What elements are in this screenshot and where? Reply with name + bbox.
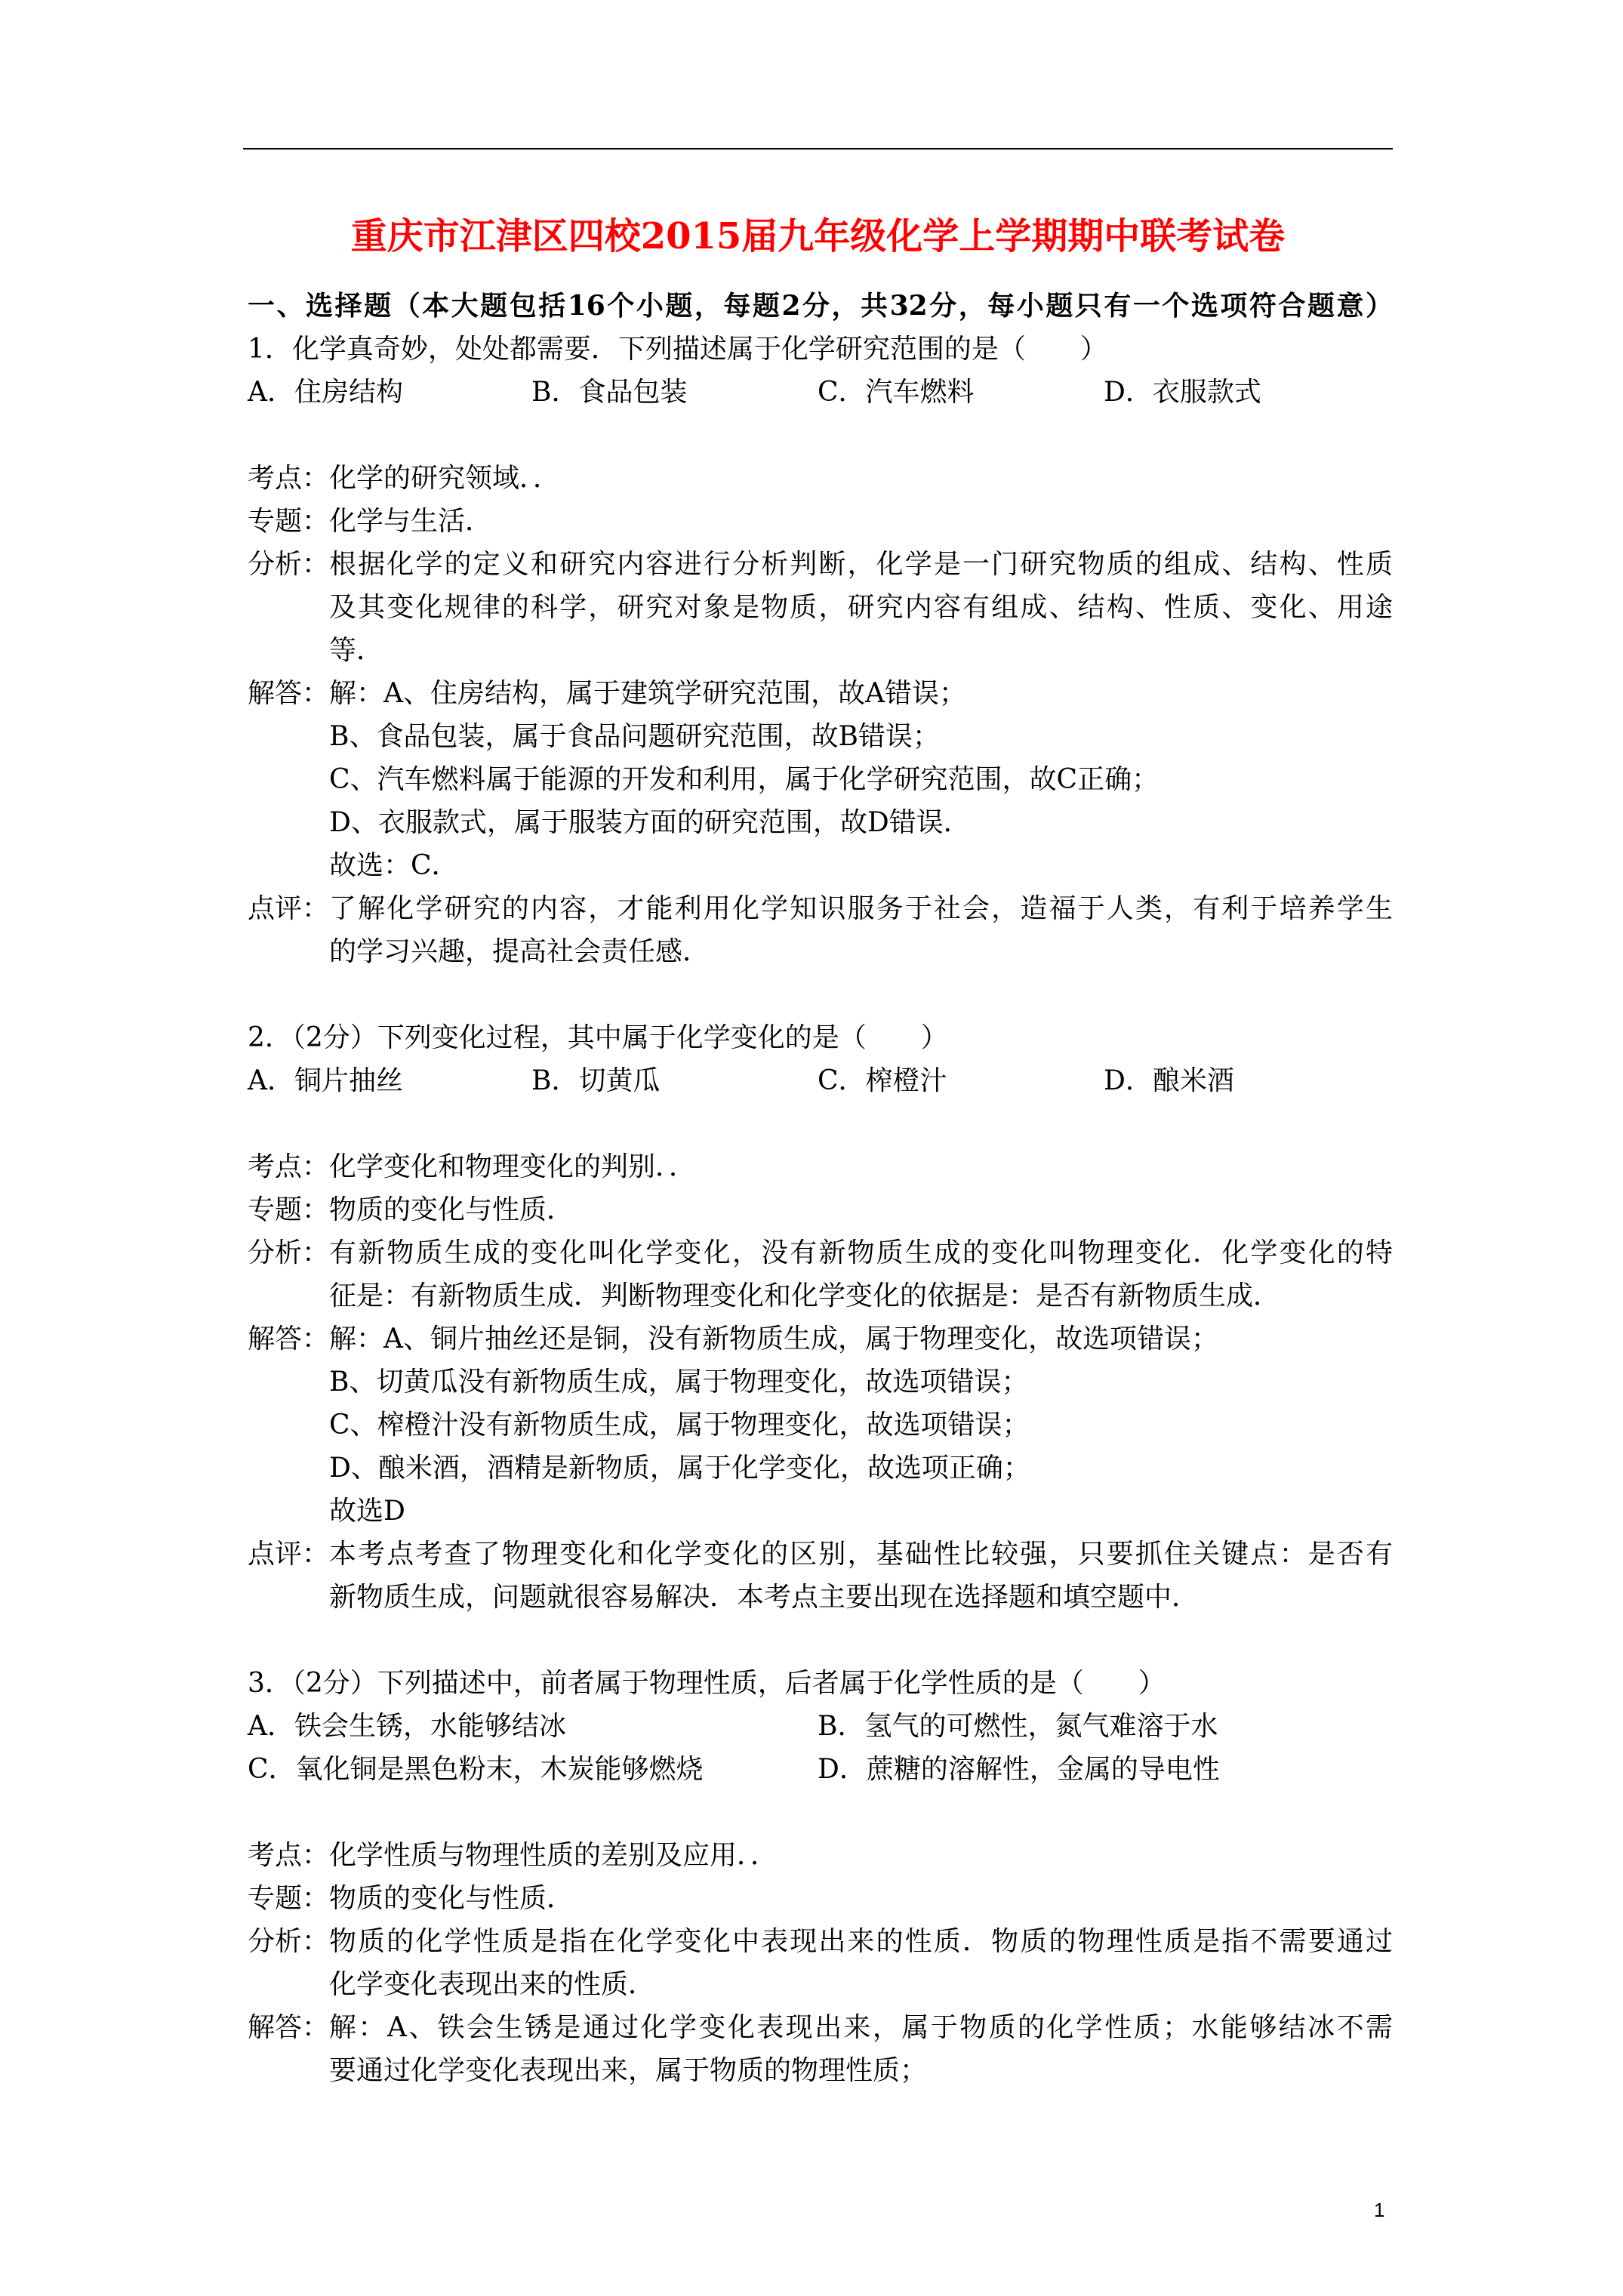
question-3-option-c: C．氧化铜是黑色粉末，木炭能够燃烧 bbox=[248, 1754, 704, 1785]
dianping-text: 了解化学研究的内容，才能利用化学知识服务于社会，造福于人类，有利于培养学生 bbox=[329, 893, 1393, 924]
fenxi-text: 等． bbox=[329, 635, 384, 666]
question-1-jieda-cont bbox=[248, 715, 1393, 758]
dianping-label: 点评： bbox=[248, 893, 330, 924]
question-1-zhuanti bbox=[248, 500, 1393, 543]
fenxi-text: 有新物质生成的变化叫化学变化，没有新物质生成的变化叫物理变化．化学变化的特 bbox=[329, 1237, 1393, 1268]
header-rule bbox=[243, 148, 1393, 149]
question-2-jieda bbox=[248, 1318, 1393, 1361]
question-2-jieda-cont bbox=[248, 1447, 1393, 1490]
question-1-option-c: C．汽车燃料 bbox=[818, 377, 975, 408]
jieda-text: C、榨橙汁没有新物质生成，属于物理变化，故选项错误； bbox=[329, 1410, 1030, 1441]
page-title: 重庆市江津区四校2015届九年级化学上学期期中联考试卷 bbox=[350, 215, 1286, 257]
question-3-jieda-cont bbox=[248, 2049, 1393, 2092]
question-2-option-d: D．酿米酒 bbox=[1104, 1065, 1234, 1096]
jieda-label: 解答： bbox=[248, 678, 330, 709]
zhuanti-text: 物质的变化与性质． bbox=[329, 1883, 574, 1914]
question-2-option-c: C．榨橙汁 bbox=[818, 1065, 947, 1096]
question-2-dianping-cont bbox=[248, 1576, 1393, 1619]
question-2-option-a: A．铜片抽丝 bbox=[248, 1065, 403, 1096]
question-1-options bbox=[248, 371, 1393, 414]
question-1-fenxi-cont bbox=[248, 629, 1393, 672]
question-1-dianping-cont bbox=[248, 930, 1393, 973]
kaodian-text: 化学的研究领域．． bbox=[329, 463, 561, 494]
question-3-kaodian bbox=[248, 1834, 1393, 1877]
question-1-kaodian bbox=[248, 457, 1393, 500]
kaodian-label: 考点： bbox=[248, 1840, 330, 1871]
question-3-zhuanti bbox=[248, 1877, 1393, 1920]
jieda-text: D、酿米酒，酒精是新物质，属于化学变化，故选项正确； bbox=[329, 1453, 1030, 1484]
question-1-fenxi-cont bbox=[248, 586, 1393, 629]
jieda-label: 解答： bbox=[248, 2012, 330, 2043]
kaodian-text: 化学变化和物理变化的判别．． bbox=[329, 1151, 697, 1182]
jieda-text: B、食品包装，属于食品问题研究范围，故B错误； bbox=[329, 721, 940, 752]
question-1-option-a: A．住房结构 bbox=[248, 377, 403, 408]
question-1-stem: 1．化学真奇妙，处处都需要．下列描述属于化学研究范围的是（ ） bbox=[248, 334, 1107, 365]
question-2-stem: 2．（2分）下列变化过程，其中属于化学变化的是（ ） bbox=[248, 1022, 948, 1053]
zhuanti-text: 化学与生活． bbox=[329, 506, 493, 537]
fenxi-label: 分析： bbox=[248, 1926, 330, 1957]
question-1-dianping bbox=[248, 887, 1393, 930]
fenxi-text: 物质的化学性质是指在化学变化中表现出来的性质．物质的物理性质是指不需要通过 bbox=[329, 1926, 1393, 1957]
kaodian-label: 考点： bbox=[248, 1151, 330, 1182]
dianping-text: 的学习兴趣，提高社会责任感． bbox=[329, 936, 710, 967]
question-2-stem-row bbox=[248, 1016, 1393, 1059]
fenxi-label: 分析： bbox=[248, 549, 330, 580]
zhuanti-label: 专题： bbox=[248, 506, 330, 537]
question-2-jieda-cont bbox=[248, 1490, 1393, 1533]
question-3-options-row-2 bbox=[248, 1748, 1393, 1791]
document-body bbox=[248, 285, 1393, 2092]
kaodian-text: 化学性质与物理性质的差别及应用．． bbox=[329, 1840, 778, 1871]
jieda-text: 解：A、铁会生锈是通过化学变化表现出来，属于物质的化学性质；水能够结冰不需 bbox=[329, 2012, 1393, 2043]
question-2-zhuanti bbox=[248, 1188, 1393, 1231]
jieda-text: D、衣服款式，属于服装方面的研究范围，故D错误． bbox=[329, 807, 971, 838]
jieda-text: 解：A、铜片抽丝还是铜，没有新物质生成，属于物理变化，故选项错误； bbox=[329, 1324, 1218, 1354]
question-1-stem-row bbox=[248, 328, 1393, 371]
question-1-jieda-cont bbox=[248, 844, 1393, 887]
question-1-jieda bbox=[248, 672, 1393, 715]
question-2-options bbox=[248, 1059, 1393, 1102]
jieda-text: 解：A、住房结构，属于建筑学研究范围，故A错误； bbox=[329, 678, 966, 709]
question-1-option-d: D．衣服款式 bbox=[1104, 377, 1261, 408]
question-3-options-row-1 bbox=[248, 1705, 1393, 1748]
question-3-option-a: A．铁会生锈，水能够结冰 bbox=[248, 1711, 566, 1742]
question-1-fenxi bbox=[248, 543, 1393, 586]
jieda-text: C、汽车燃料属于能源的开发和利用，属于化学研究范围，故C正确； bbox=[329, 764, 1160, 795]
dianping-text: 新物质生成，问题就很容易解决．本考点主要出现在选择题和填空题中． bbox=[329, 1582, 1200, 1613]
question-1-jieda-cont bbox=[248, 801, 1393, 844]
question-3-option-b: B．氢气的可燃性，氮气难溶于水 bbox=[818, 1711, 1218, 1742]
dianping-label: 点评： bbox=[248, 1539, 330, 1570]
question-1-jieda-cont bbox=[248, 758, 1393, 801]
question-3-option-d: D．蔗糖的溶解性，金属的导电性 bbox=[818, 1754, 1220, 1785]
kaodian-label: 考点： bbox=[248, 463, 330, 494]
jieda-label: 解答： bbox=[248, 1324, 330, 1354]
zhuanti-label: 专题： bbox=[248, 1883, 330, 1914]
question-2-option-b: B．切黄瓜 bbox=[531, 1065, 661, 1096]
section-heading-row bbox=[248, 285, 1393, 328]
dianping-text: 本考点考查了物理变化和化学变化的区别，基础性比较强，只要抓住关键点：是否有 bbox=[329, 1539, 1393, 1570]
fenxi-text: 及其变化规律的科学，研究对象是物质，研究内容有组成、结构、性质、变化、用途 bbox=[329, 592, 1393, 623]
question-2-fenxi-cont bbox=[248, 1274, 1393, 1318]
zhuanti-text: 物质的变化与性质． bbox=[329, 1194, 574, 1225]
question-2-jieda-cont bbox=[248, 1361, 1393, 1404]
fenxi-text: 化学变化表现出来的性质． bbox=[329, 1969, 656, 2000]
question-3-fenxi-cont bbox=[248, 1963, 1393, 2006]
section-heading: 一、选择题（本大题包括16个小题，每题2分，共32分，每小题只有一个选项符合题意） bbox=[248, 290, 1393, 322]
fenxi-text: 根据化学的定义和研究内容进行分析判断，化学是一门研究物质的组成、结构、性质 bbox=[329, 549, 1393, 580]
jieda-answer: 故选：C． bbox=[329, 850, 459, 881]
jieda-text: 要通过化学变化表现出来，属于物质的物理性质； bbox=[329, 2055, 928, 2086]
question-3-stem: 3．（2分）下列描述中，前者属于物理性质，后者属于化学性质的是（ ） bbox=[248, 1668, 1166, 1699]
question-2-fenxi bbox=[248, 1231, 1393, 1274]
question-1-option-b: B．食品包装 bbox=[531, 377, 688, 408]
fenxi-label: 分析： bbox=[248, 1237, 330, 1268]
question-3-stem-row bbox=[248, 1662, 1393, 1705]
question-2-jieda-cont bbox=[248, 1404, 1393, 1447]
question-3-fenxi bbox=[248, 1920, 1393, 1963]
question-3-jieda bbox=[248, 2006, 1393, 2049]
jieda-text: B、切黄瓜没有新物质生成，属于物理变化，故选项错误； bbox=[329, 1367, 1029, 1398]
fenxi-text: 征是：有新物质生成．判断物理变化和化学变化的依据是：是否有新物质生成． bbox=[329, 1281, 1281, 1311]
page-number: 1 bbox=[1374, 2199, 1385, 2221]
jieda-answer: 故选D bbox=[329, 1496, 405, 1527]
zhuanti-label: 专题： bbox=[248, 1194, 330, 1225]
question-2-kaodian bbox=[248, 1145, 1393, 1188]
question-2-dianping bbox=[248, 1533, 1393, 1576]
